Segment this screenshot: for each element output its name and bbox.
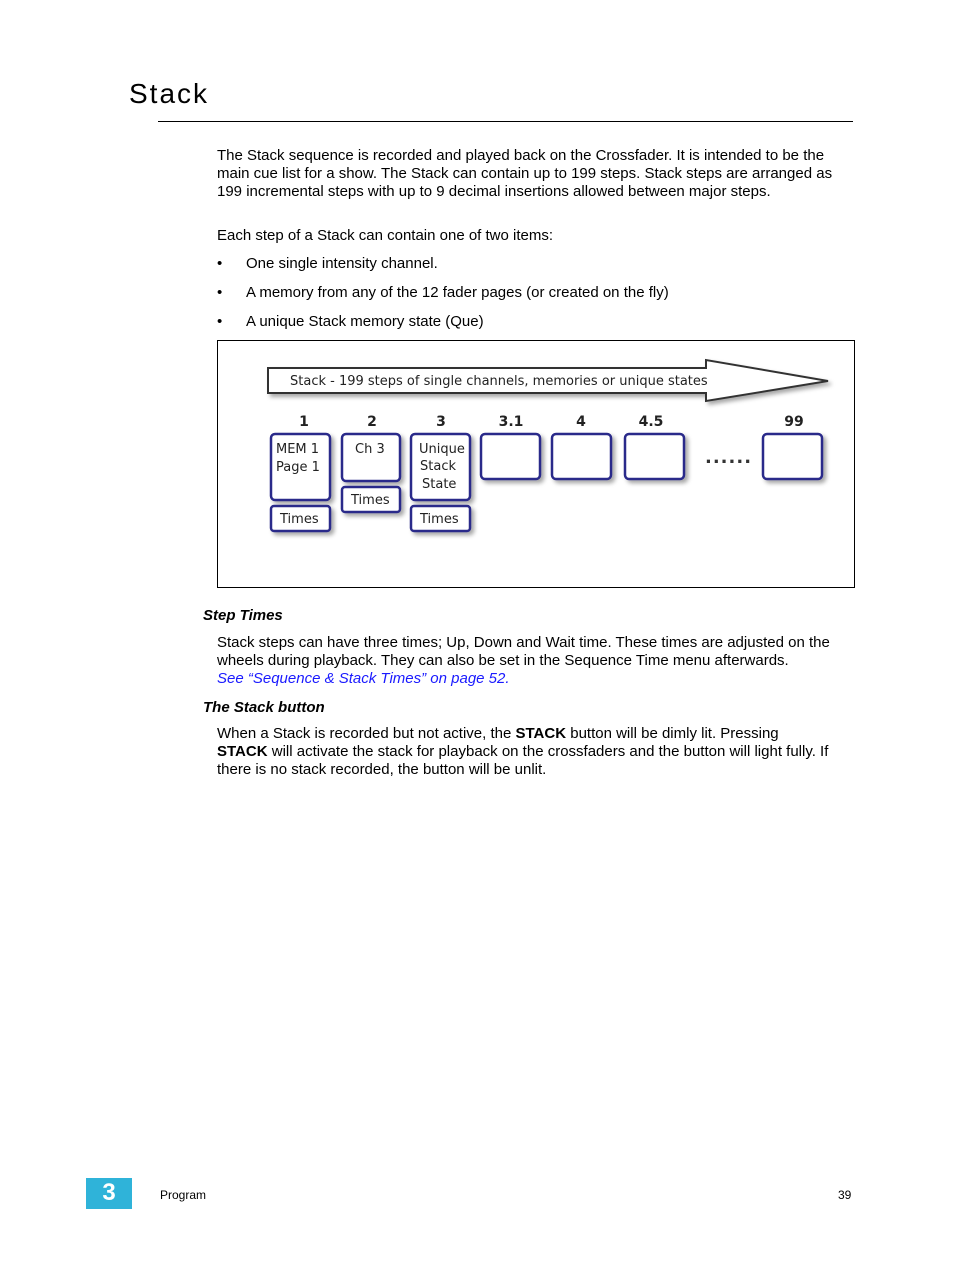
stack-bold-1: STACK	[515, 725, 567, 742]
intro-paragraph: The Stack sequence is recorded and played back on the Crossfader. It is intended to be the main cue list for a show. The Stack can contain up to 199 steps. Stack steps are arranged as 199 incremental steps with up to 9 decimal insertions allowed between major steps.	[217, 147, 833, 200]
box-text: Stack	[420, 459, 456, 474]
stack-text-3: will activate the stack for playback on the crossfaders and the button will light fully. If there is no stack recorded, the button will be unlit.	[217, 743, 829, 778]
times-label: Times	[280, 512, 319, 527]
list-item	[217, 255, 857, 284]
each-step-paragraph: Each step of a Stack can contain one of two items:	[217, 227, 554, 244]
step-box	[552, 434, 611, 479]
step-times-text: Stack steps can have three times; Up, Down and Wait time. These times are adjusted on the wheels during playback. They can also be set in the Sequence Time menu afterwards.	[217, 634, 830, 669]
bullet-icon: •	[217, 284, 223, 301]
step-box	[481, 434, 540, 479]
step-times-paragraph	[217, 634, 857, 688]
bullet-icon: •	[217, 255, 223, 272]
step-number: 1	[299, 414, 309, 430]
step-number: 3.1	[498, 414, 524, 430]
bullet-list	[217, 255, 857, 342]
box-text: Page 1	[276, 460, 320, 475]
times-label: Times	[420, 512, 459, 527]
stack-diagram-svg	[218, 341, 854, 587]
chapter-tab: 3	[86, 1178, 132, 1209]
stack-button-paragraph	[217, 725, 857, 779]
list-item	[217, 313, 857, 342]
step-number: 99	[784, 414, 804, 430]
stack-bold-2: STACK	[217, 743, 268, 760]
step-times-heading: Step Times	[203, 607, 283, 624]
page-title: Stack	[129, 78, 210, 109]
cross-reference-link[interactable]: See “Sequence & Stack Times” on page 52.	[217, 670, 510, 687]
box-text: MEM 1	[276, 442, 320, 457]
stack-diagram	[217, 340, 855, 588]
bullet-text: A unique Stack memory state (Que)	[246, 313, 484, 330]
box-text: Ch 3	[355, 442, 385, 457]
stack-button-heading: The Stack button	[203, 699, 325, 716]
stack-text-1: When a Stack is recorded but not active, the	[217, 725, 516, 742]
step-number: 4	[576, 414, 586, 430]
stack-text-2: button will be dimly lit. Pressing	[566, 725, 779, 742]
step-box	[763, 434, 822, 479]
title-rule	[158, 121, 853, 122]
bullet-icon: •	[217, 313, 223, 330]
list-item	[217, 284, 857, 313]
box-text: State	[422, 477, 457, 492]
ellipsis: ......	[705, 447, 753, 468]
times-label: Times	[351, 493, 390, 508]
arrow-label: Stack - 199 steps of single channels, memories or unique states	[290, 374, 708, 389]
box-text: Unique	[419, 442, 465, 457]
footer-label: Program	[160, 1188, 207, 1202]
page-number: 39	[838, 1188, 852, 1202]
bullet-text: A memory from any of the 12 fader pages (or created on the fly)	[246, 284, 669, 301]
step-number: 3	[436, 414, 446, 430]
step-number: 2	[367, 414, 377, 430]
step-number: 4.5	[638, 414, 664, 430]
step-box	[625, 434, 684, 479]
bullet-text: One single intensity channel.	[246, 255, 438, 272]
